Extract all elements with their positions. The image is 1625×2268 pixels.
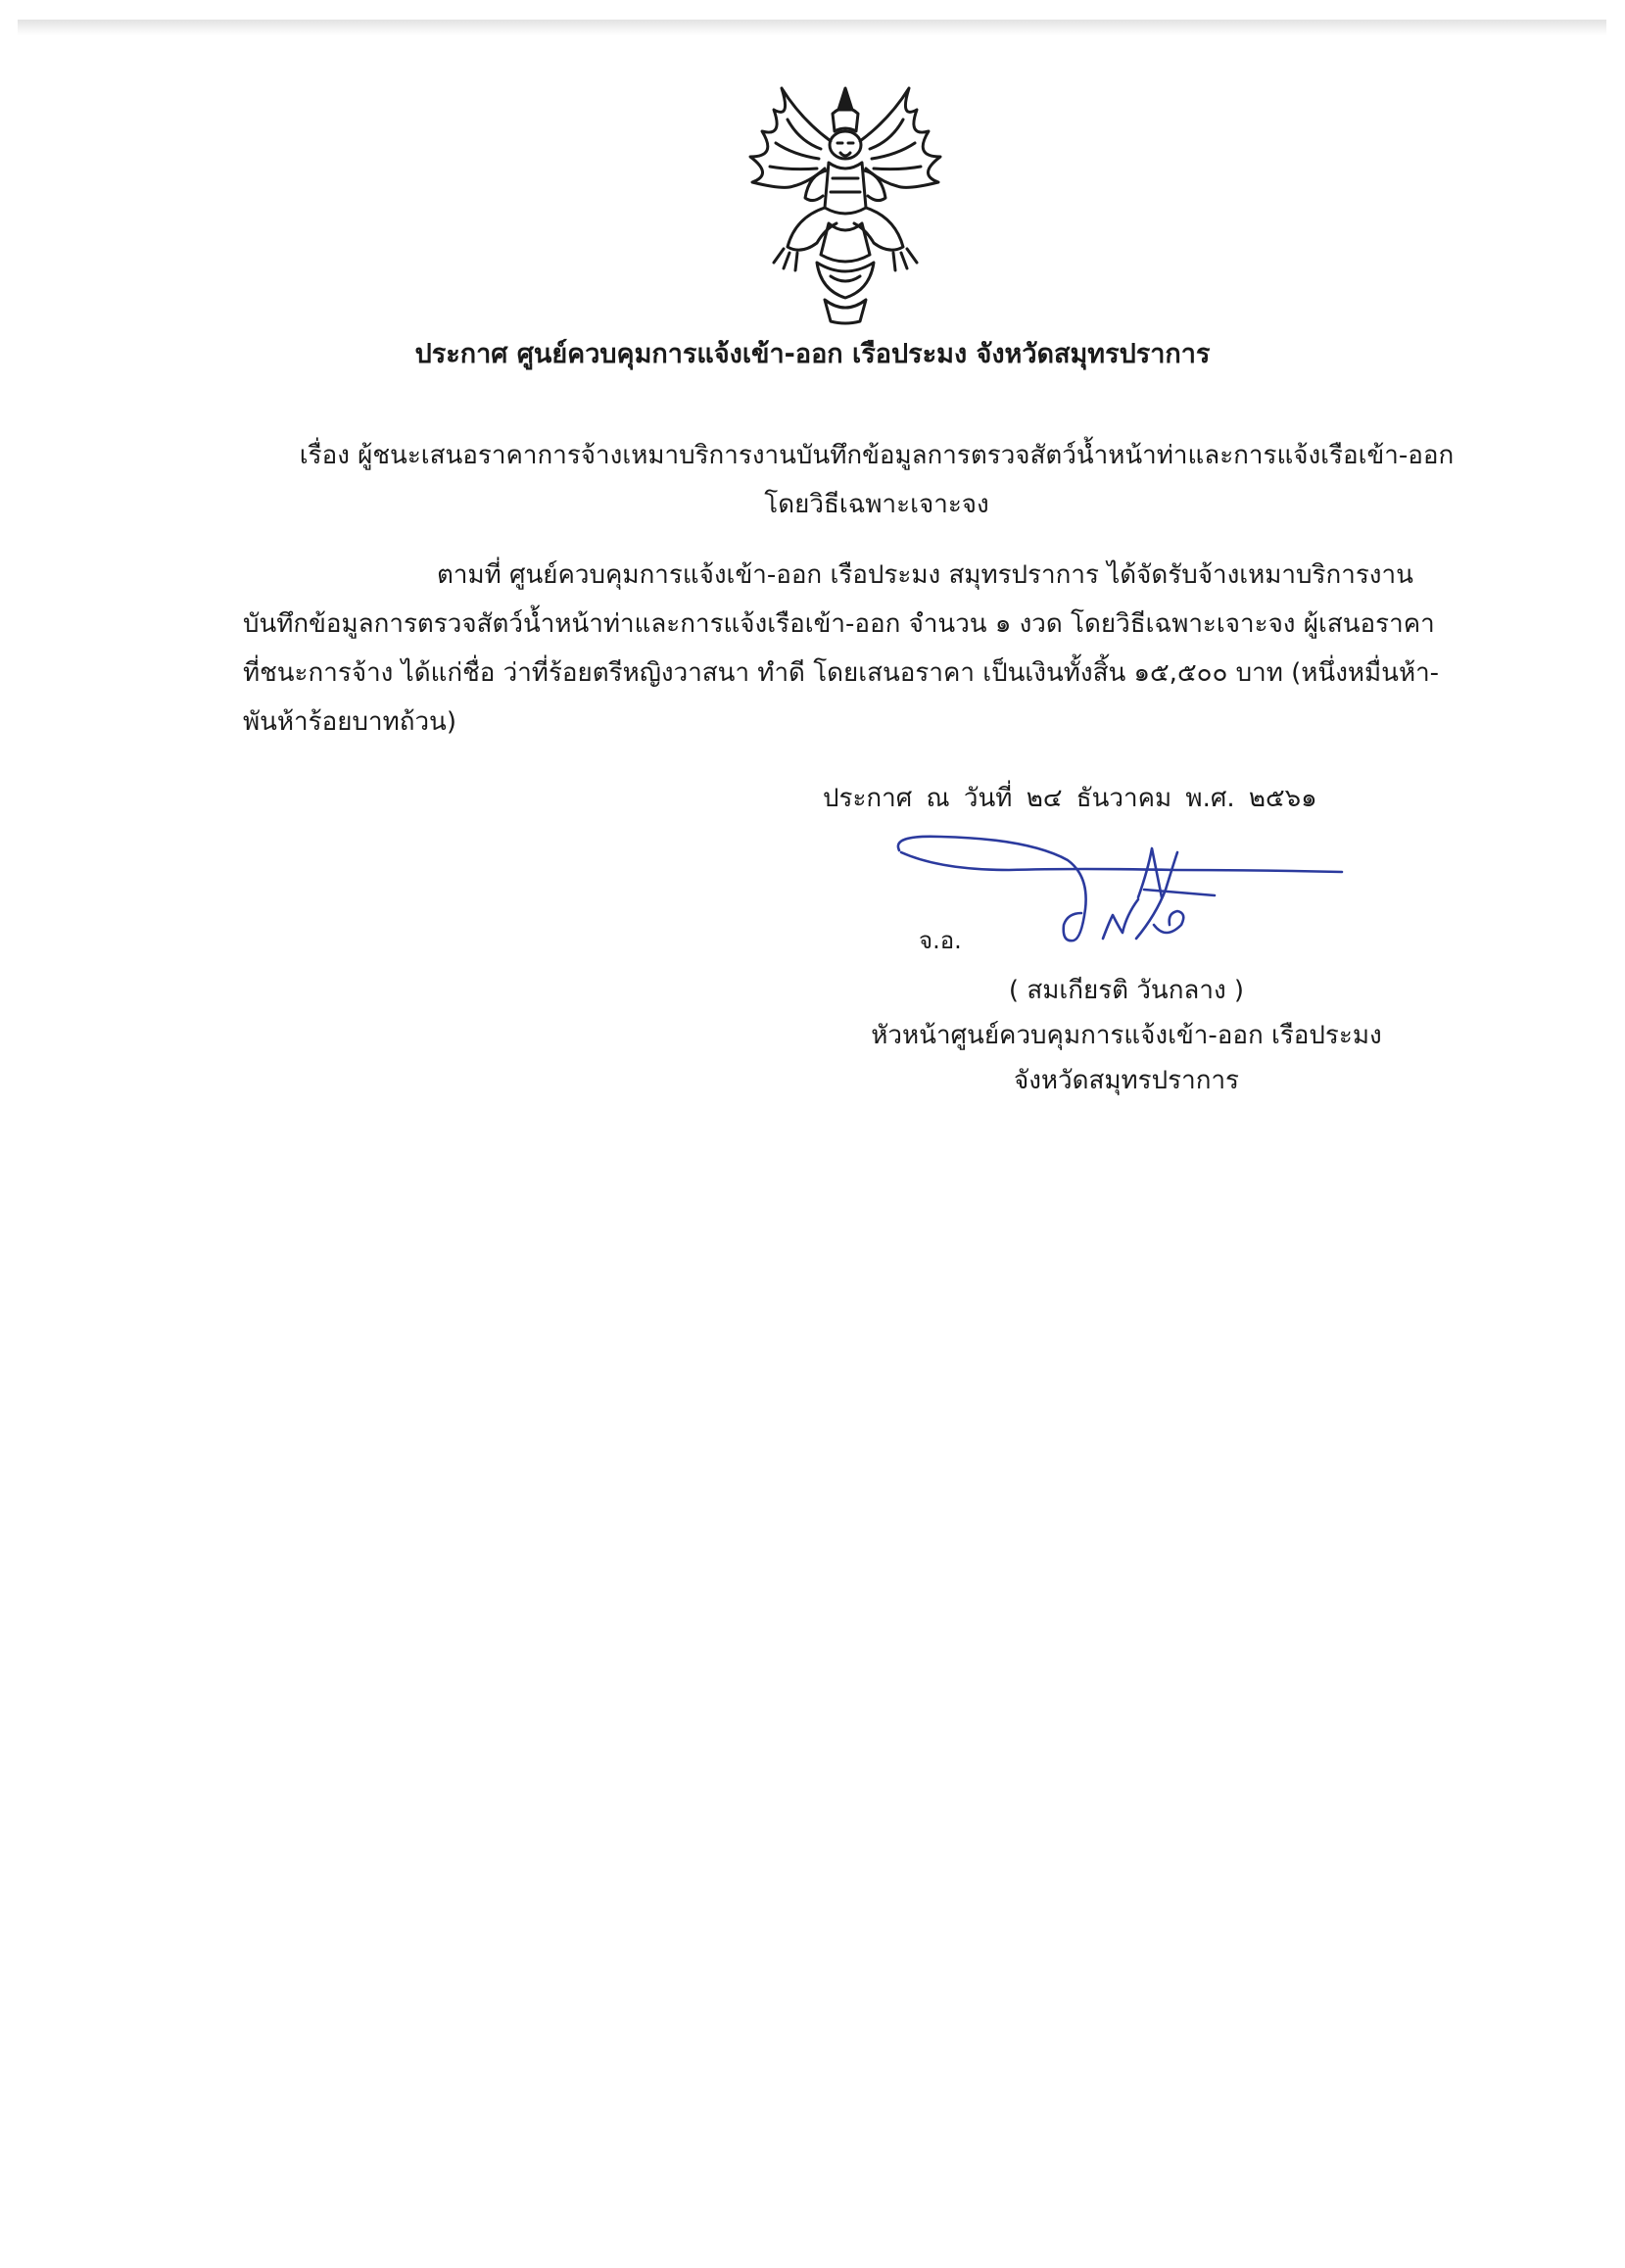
body-line-1: ตามที่ ศูนย์ควบคุมการแจ้งเข้า-ออก เรือประมง สมุทรปราการ ได้จัดรับจ้างเหมาบริการงาน [437,560,1413,590]
body-line-3: ที่ชนะการจ้าง ได้แก่ชื่อ ว่าที่ร้อยตรีหญิงวาสนา ทำดี โดยเสนอราคา เป็นเงินทั้งสิ้น ๑๕,๕๐๐ บาท (หนึ่งหมื่นห้า- [243,658,1440,688]
announcement-date: ประกาศ ณ วันที่ ๒๔ ธันวาคม พ.ศ. ๒๕๖๑ [823,784,1317,813]
subject-line-2: โดยวิธีเฉพาะเจาะจง [764,490,989,519]
signer-block [842,968,1410,1103]
scan-edge-shadow [18,20,1606,35]
signature-prefix: จ.อ. [919,927,962,954]
document-title: ประกาศ ศูนย์ควบคุมการแจ้งเข้า-ออก เรือประมง จังหวัดสมุทรปราการ [414,339,1211,369]
subject-block [264,431,1489,529]
signer-name: ( สมเกียรติ วันกลาง ) [1008,976,1245,1005]
signer-position-line-1: หัวหน้าศูนย์ควบคุมการแจ้งเข้า-ออก เรือประมง [871,1021,1382,1050]
signer-position-line-2: จังหวัดสมุทรปราการ [1013,1066,1240,1095]
subject-line-1: เรื่อง ผู้ชนะเสนอราคาการจ้างเหมาบริการงานบันทึกข้อมูลการตรวจสัตว์น้ำหน้าท่าและการแจ้งเรือเข้า-ออก [299,441,1455,470]
body-paragraph [243,551,1503,747]
garuda-emblem-icon [723,80,968,327]
body-line-4: พันห้าร้อยบาทถ้วน) [243,707,456,737]
body-line-2: บันทึกข้อมูลการตรวจสัตว์น้ำหน้าท่าและการแจ้งเรือเข้า-ออก จำนวน ๑ งวด โดยวิธีเฉพาะเจาะจง ผู้เสนอราคา [243,609,1435,639]
